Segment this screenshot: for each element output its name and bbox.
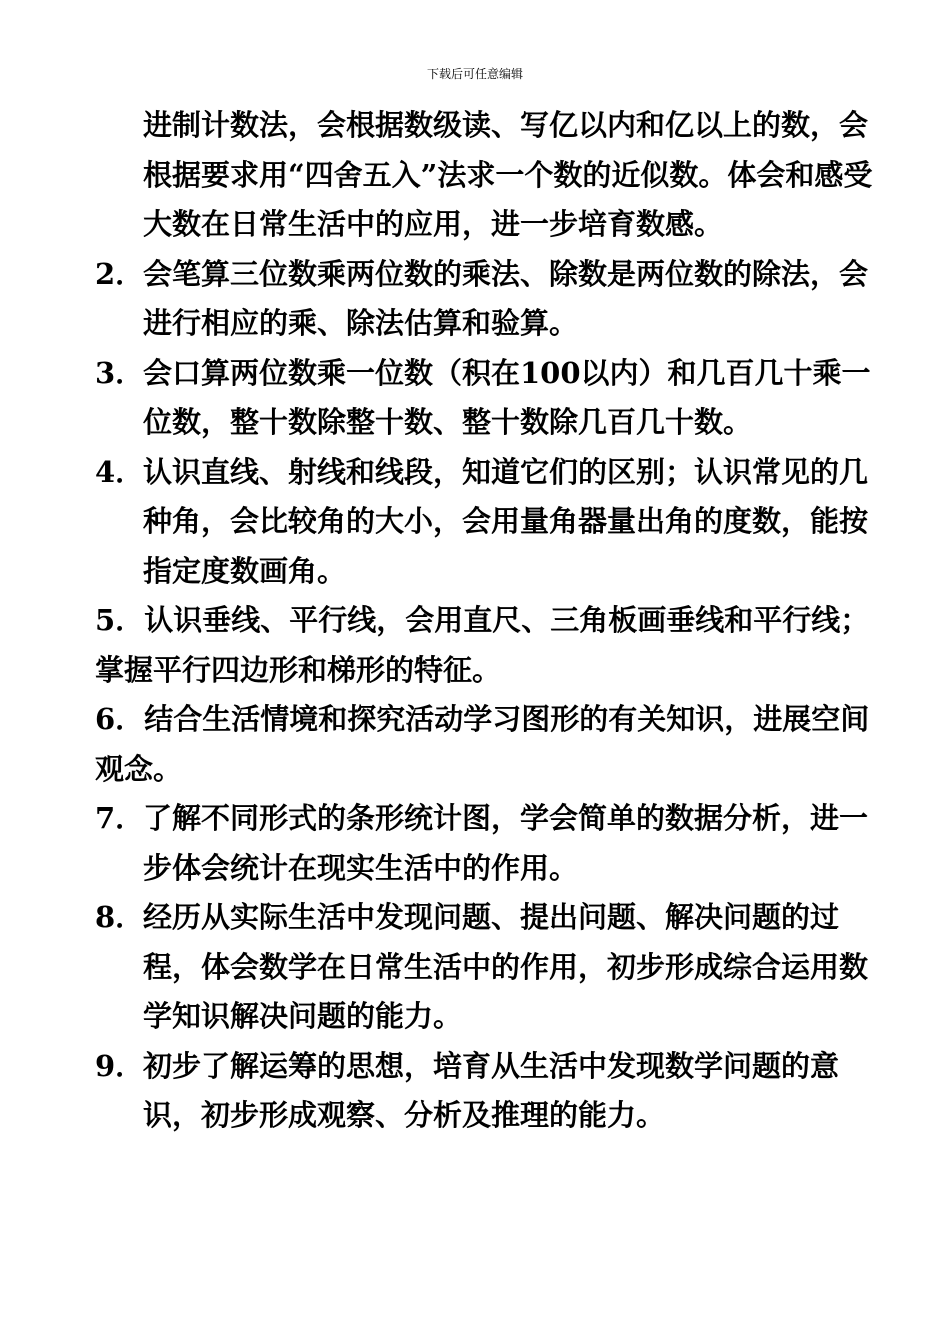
list-item-text: 认识垂线、平行线，会用直尺、三角板画垂线和平行线；掌握平行四边形和梯形的特征。 (95, 603, 870, 687)
list-item-text: 认识直线、射线和线段，知道它们的区别；认识常见的几种角，会比较角的大小，会用量角器量出角的度数，能按指定度数画角。 (143, 454, 869, 588)
list-item-5 (95, 596, 885, 695)
list-item-number: 4． (95, 454, 145, 489)
list-item-text: 了解不同形式的条形统计图，学会简单的数据分析，进一步体会统计在现实生活中的作用。 (143, 801, 869, 885)
list-item-text: 结合生活情境和探究活动学习图形的有关知识，进展空间观念。 (95, 702, 870, 786)
list-item-number: 8． (95, 900, 145, 934)
list-item-3 (95, 349, 885, 448)
list-item-text: 会口算两位数乘一位数（积在100以内）和几百几十乘一位数，整十数除整十数、整十数除几百几十数。 (143, 355, 871, 439)
list-item-8 (95, 893, 885, 1042)
list-item-number: 5． (95, 603, 145, 637)
list-item-number: 3． (95, 355, 145, 390)
list-item-text: 经历从实际生活中发现问题、提出问题、解决问题的过程，体会数学在日常生活中的作用，初步形成综合运用数学知识解决问题的能力。 (143, 900, 869, 1033)
list-item-text: 初步了解运筹的思想，培育从生活中发现数学问题的意识，初步形成观察、分析及推理的能力。 (143, 1048, 840, 1132)
list-item-number: 7． (95, 801, 145, 835)
list-item-6 (95, 695, 885, 794)
list-item-number: 9． (95, 1048, 145, 1083)
list-item-continuation (95, 101, 885, 250)
document-body (95, 101, 885, 1141)
list-item-9 (95, 1042, 885, 1141)
list-item-text: 进制计数法，会根据数级读、写亿以内和亿以上的数，会根据要求用“四舍五入”法求一个数的近似数。体会和感受大数在日常生活中的应用，进一步培育数感。 (143, 108, 873, 241)
list-item-number: 2． (95, 256, 145, 291)
page-header: 下载后可任意编辑 (426, 67, 523, 81)
list-item-number: 6． (95, 702, 145, 736)
list-item-7 (95, 794, 885, 893)
list-item-2 (95, 250, 885, 349)
list-item-4 (95, 448, 885, 597)
list-item-text: 会笔算三位数乘两位数的乘法、除数是两位数的除法，会进行相应的乘、除法估算和验算。 (143, 256, 869, 340)
